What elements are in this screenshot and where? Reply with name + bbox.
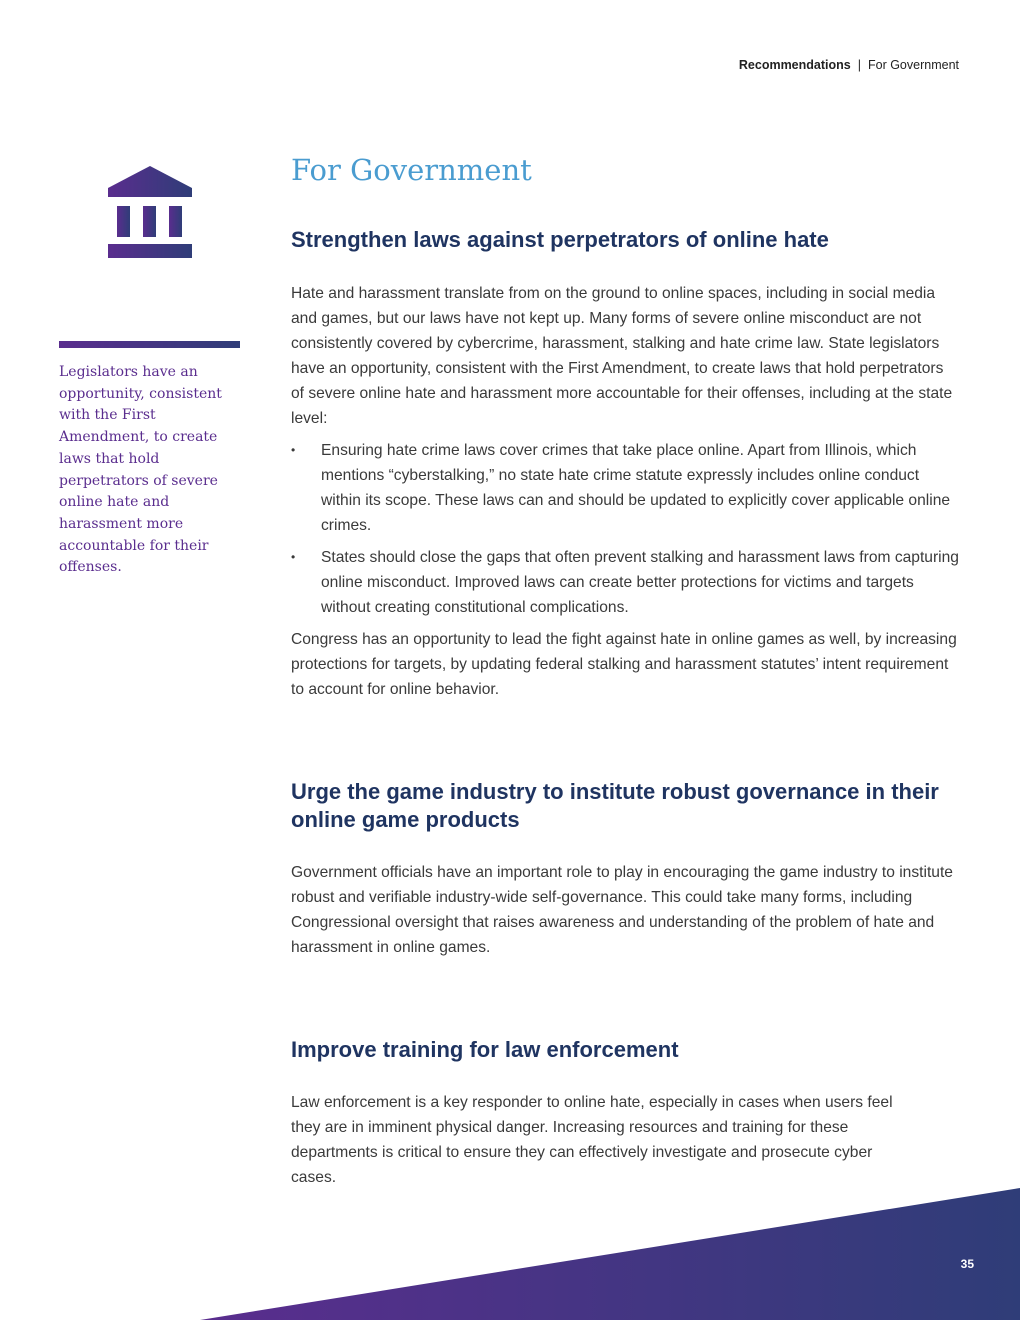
running-header xyxy=(739,58,959,72)
section-paragraph: Government officials have an important role to play in encouraging the game industry to institute robust and verifiable industry-wide self-governance. This could take many forms, including Congressional oversight that raises awareness and understanding of the problem of hate and harassment in online games. xyxy=(291,864,953,956)
header-section: Recommendations xyxy=(738,58,851,72)
pull-quote-rule xyxy=(59,341,240,348)
government-building-icon xyxy=(108,166,192,258)
page-number: 35 xyxy=(960,1257,974,1271)
list-item: • Ensuring hate crime laws cover crimes that take place online. Apart from Illinois, which mentions “cyberstalking,” no state hate crime statute expressly includes online conduct within its scope. These laws can and should be updated to explicitly cover applicable online crimes. xyxy=(291,438,959,538)
list-item: • States should close the gaps that often prevent stalking and harassment laws from capturing online misconduct. Improved laws can create better protections for victims and targets without creating constitutional complications. xyxy=(291,545,959,620)
section-paragraph: Congress has an opportunity to lead the fight against hate in online games as well, by increasing protections for targets, by updating federal stalking and harassment statutes’ intent requirement to account for online behavior. xyxy=(291,631,957,698)
page-title: For Government xyxy=(291,153,532,187)
section-paragraph: Law enforcement is a key responder to online hate, especially in cases when users feel they are in imminent physical danger. Increasing resources and training for these departments is critical to ensure they can effectively investigate and prosecute cyber cases. xyxy=(291,1094,893,1186)
footer-wedge xyxy=(0,1180,1020,1320)
section-heading-industry: Urge the game industry to institute robust governance in their online game products xyxy=(291,779,939,832)
header-separator: | xyxy=(857,58,861,72)
bullet-list xyxy=(291,438,959,620)
main-content xyxy=(291,150,959,1190)
header-subsection: For Government xyxy=(867,58,959,72)
section-paragraph: Hate and harassment translate from on the ground to online spaces, including in social media and games, but our laws have not kept up. Many forms of severe online misconduct are not consistently covered by cybercrime, harassment, stalking and hate crime law. State legislators have an opportunity, consistent with the First Amendment, to create laws that hold perpetrators of severe online hate and harassment more accountable for their offenses, including at the state level: xyxy=(291,285,953,427)
pull-quote: Legislators have an opportunity, consistent with the First Amendment, to create laws that hold perpetrators of severe online hate and harassment more accountable for their offenses. xyxy=(59,364,222,576)
section-heading-laws: Strengthen laws against perpetrators of online hate xyxy=(291,227,829,252)
section-heading-law-enforcement: Improve training for law enforcement xyxy=(291,1037,679,1062)
